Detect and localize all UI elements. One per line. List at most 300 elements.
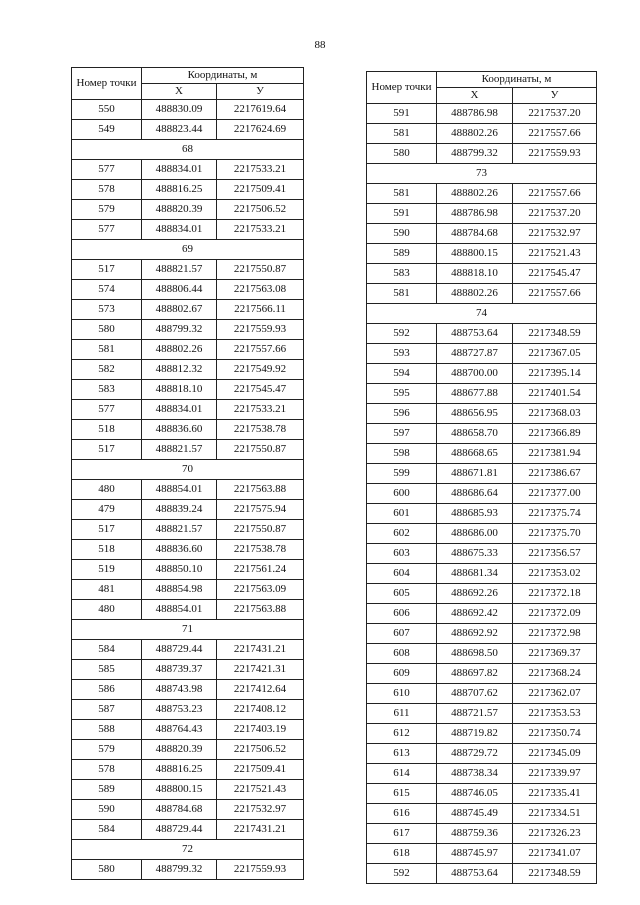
x-coordinate-cell: 488745.49	[437, 804, 513, 824]
table-row	[367, 184, 597, 204]
y-coordinate-cell: 2217431.21	[217, 820, 304, 840]
point-number-cell: 600	[367, 484, 437, 504]
x-coordinate-cell: 488818.10	[142, 380, 217, 400]
x-coordinate-cell: 488719.82	[437, 724, 513, 744]
point-number-cell: 579	[72, 200, 142, 220]
table-row	[72, 360, 304, 380]
point-number-cell: 580	[72, 860, 142, 880]
x-coordinate-cell: 488668.65	[437, 444, 513, 464]
table-row	[367, 684, 597, 704]
x-coordinate-cell: 488697.82	[437, 664, 513, 684]
y-coordinate-cell: 2217559.93	[217, 320, 304, 340]
point-number-cell: 579	[72, 740, 142, 760]
point-number-cell: 597	[367, 424, 437, 444]
y-coordinate-cell: 2217341.07	[513, 844, 597, 864]
point-number-cell: 602	[367, 524, 437, 544]
coordinates-table-right	[366, 71, 597, 884]
point-number-cell: 616	[367, 804, 437, 824]
x-coordinate-cell: 488834.01	[142, 160, 217, 180]
table-row	[72, 320, 304, 340]
y-coordinate-cell: 2217550.87	[217, 440, 304, 460]
table-row	[367, 284, 597, 304]
table-row	[72, 720, 304, 740]
point-number-cell: 517	[72, 440, 142, 460]
table-row	[367, 324, 597, 344]
x-coordinate-cell: 488753.64	[437, 324, 513, 344]
table-row	[367, 864, 597, 884]
header-coordinates: Координаты, м	[437, 72, 597, 88]
point-number-cell: 612	[367, 724, 437, 744]
table-row	[72, 420, 304, 440]
y-coordinate-cell: 2217431.21	[217, 640, 304, 660]
table-row	[72, 580, 304, 600]
y-coordinate-cell: 2217532.97	[217, 800, 304, 820]
table-row	[367, 804, 597, 824]
point-number-cell: 603	[367, 544, 437, 564]
y-coordinate-cell: 2217375.74	[513, 504, 597, 524]
table-row	[72, 100, 304, 120]
y-coordinate-cell: 2217563.88	[217, 480, 304, 500]
x-coordinate-cell: 488675.33	[437, 544, 513, 564]
point-number-cell: 584	[72, 640, 142, 660]
point-number-cell: 599	[367, 464, 437, 484]
y-coordinate-cell: 2217537.20	[513, 204, 597, 224]
table-row	[367, 144, 597, 164]
point-number-cell: 517	[72, 520, 142, 540]
table-row	[72, 440, 304, 460]
group-label: 70	[72, 460, 304, 480]
y-coordinate-cell: 2217356.57	[513, 544, 597, 564]
x-coordinate-cell: 488821.57	[142, 260, 217, 280]
x-coordinate-cell: 488834.01	[142, 220, 217, 240]
x-coordinate-cell: 488799.32	[142, 860, 217, 880]
x-coordinate-cell: 488802.26	[437, 184, 513, 204]
point-number-cell: 604	[367, 564, 437, 584]
y-coordinate-cell: 2217339.97	[513, 764, 597, 784]
point-number-cell: 613	[367, 744, 437, 764]
x-coordinate-cell: 488834.01	[142, 400, 217, 420]
table-row	[367, 264, 597, 284]
table-row	[367, 104, 597, 124]
x-coordinate-cell: 488799.32	[437, 144, 513, 164]
group-row	[72, 140, 304, 160]
y-coordinate-cell: 2217532.97	[513, 224, 597, 244]
point-number-cell: 592	[367, 864, 437, 884]
x-coordinate-cell: 488753.23	[142, 700, 217, 720]
x-coordinate-cell: 488854.01	[142, 600, 217, 620]
table-row	[367, 844, 597, 864]
point-number-cell: 582	[72, 360, 142, 380]
y-coordinate-cell: 2217550.87	[217, 260, 304, 280]
y-coordinate-cell: 2217372.98	[513, 624, 597, 644]
table-row	[72, 680, 304, 700]
x-coordinate-cell: 488821.57	[142, 520, 217, 540]
table-row	[367, 624, 597, 644]
point-number-cell: 592	[367, 324, 437, 344]
x-coordinate-cell: 488656.95	[437, 404, 513, 424]
point-number-cell: 480	[72, 600, 142, 620]
table-row	[72, 280, 304, 300]
x-coordinate-cell: 488729.44	[142, 820, 217, 840]
point-number-cell: 598	[367, 444, 437, 464]
y-coordinate-cell: 2217545.47	[513, 264, 597, 284]
group-label: 69	[72, 240, 304, 260]
x-coordinate-cell: 488671.81	[437, 464, 513, 484]
table-row	[367, 604, 597, 624]
y-coordinate-cell: 2217369.37	[513, 644, 597, 664]
header-x: X	[142, 84, 217, 100]
table-row	[367, 444, 597, 464]
point-number-cell: 590	[72, 800, 142, 820]
point-number-cell: 519	[72, 560, 142, 580]
y-coordinate-cell: 2217509.41	[217, 180, 304, 200]
x-coordinate-cell: 488830.09	[142, 100, 217, 120]
y-coordinate-cell: 2217367.05	[513, 344, 597, 364]
table-row	[72, 640, 304, 660]
y-coordinate-cell: 2217368.24	[513, 664, 597, 684]
x-coordinate-cell: 488698.50	[437, 644, 513, 664]
point-number-cell: 590	[367, 224, 437, 244]
y-coordinate-cell: 2217350.74	[513, 724, 597, 744]
x-coordinate-cell: 488700.00	[437, 364, 513, 384]
y-coordinate-cell: 2217408.12	[217, 700, 304, 720]
table-row	[367, 704, 597, 724]
table-row	[72, 400, 304, 420]
y-coordinate-cell: 2217403.19	[217, 720, 304, 740]
y-coordinate-cell: 2217368.03	[513, 404, 597, 424]
y-coordinate-cell: 2217557.66	[513, 184, 597, 204]
point-number-cell: 614	[367, 764, 437, 784]
y-coordinate-cell: 2217353.53	[513, 704, 597, 724]
group-label: 73	[367, 164, 597, 184]
point-number-cell: 578	[72, 760, 142, 780]
x-coordinate-cell: 488818.10	[437, 264, 513, 284]
x-coordinate-cell: 488743.98	[142, 680, 217, 700]
point-number-cell: 481	[72, 580, 142, 600]
y-coordinate-cell: 2217348.59	[513, 324, 597, 344]
point-number-cell: 517	[72, 260, 142, 280]
table-row	[367, 764, 597, 784]
x-coordinate-cell: 488836.60	[142, 540, 217, 560]
point-number-cell: 580	[72, 320, 142, 340]
point-number-cell: 611	[367, 704, 437, 724]
point-number-cell: 577	[72, 220, 142, 240]
y-coordinate-cell: 2217521.43	[217, 780, 304, 800]
x-coordinate-cell: 488850.10	[142, 560, 217, 580]
y-coordinate-cell: 2217533.21	[217, 160, 304, 180]
y-coordinate-cell: 2217545.47	[217, 380, 304, 400]
table-row	[367, 584, 597, 604]
y-coordinate-cell: 2217506.52	[217, 200, 304, 220]
y-coordinate-cell: 2217575.94	[217, 500, 304, 520]
x-coordinate-cell: 488707.62	[437, 684, 513, 704]
header-x: X	[437, 88, 513, 104]
table-row	[367, 384, 597, 404]
table-row	[367, 344, 597, 364]
point-number-cell: 480	[72, 480, 142, 500]
table-row	[72, 540, 304, 560]
y-coordinate-cell: 2217559.93	[513, 144, 597, 164]
table-row	[72, 820, 304, 840]
point-number-cell: 595	[367, 384, 437, 404]
table-row	[72, 200, 304, 220]
x-coordinate-cell: 488823.44	[142, 120, 217, 140]
x-coordinate-cell: 488836.60	[142, 420, 217, 440]
y-coordinate-cell: 2217381.94	[513, 444, 597, 464]
table-row	[367, 744, 597, 764]
y-coordinate-cell: 2217557.66	[217, 340, 304, 360]
x-coordinate-cell: 488686.00	[437, 524, 513, 544]
y-coordinate-cell: 2217353.02	[513, 564, 597, 584]
table-row	[72, 600, 304, 620]
table-row	[72, 500, 304, 520]
x-coordinate-cell: 488721.57	[437, 704, 513, 724]
y-coordinate-cell: 2217412.64	[217, 680, 304, 700]
point-number-cell: 618	[367, 844, 437, 864]
table-row	[367, 124, 597, 144]
y-coordinate-cell: 2217326.23	[513, 824, 597, 844]
y-coordinate-cell: 2217386.67	[513, 464, 597, 484]
x-coordinate-cell: 488816.25	[142, 180, 217, 200]
y-coordinate-cell: 2217538.78	[217, 420, 304, 440]
x-coordinate-cell: 488786.98	[437, 204, 513, 224]
table-row	[367, 464, 597, 484]
x-coordinate-cell: 488745.97	[437, 844, 513, 864]
x-coordinate-cell: 488820.39	[142, 200, 217, 220]
point-number-cell: 609	[367, 664, 437, 684]
y-coordinate-cell: 2217563.09	[217, 580, 304, 600]
point-number-cell: 617	[367, 824, 437, 844]
x-coordinate-cell: 488686.64	[437, 484, 513, 504]
table-row	[367, 224, 597, 244]
x-coordinate-cell: 488784.68	[437, 224, 513, 244]
y-coordinate-cell: 2217372.09	[513, 604, 597, 624]
point-number-cell: 581	[367, 184, 437, 204]
group-label: 68	[72, 140, 304, 160]
point-number-cell: 589	[367, 244, 437, 264]
table-row	[367, 664, 597, 684]
group-label: 72	[72, 840, 304, 860]
x-coordinate-cell: 488802.26	[437, 284, 513, 304]
table-row	[72, 740, 304, 760]
y-coordinate-cell: 2217509.41	[217, 760, 304, 780]
table-row	[367, 484, 597, 504]
x-coordinate-cell: 488802.26	[437, 124, 513, 144]
table-row	[72, 260, 304, 280]
x-coordinate-cell: 488729.72	[437, 744, 513, 764]
point-number-cell: 549	[72, 120, 142, 140]
table-row	[72, 760, 304, 780]
y-coordinate-cell: 2217561.24	[217, 560, 304, 580]
header-coordinates: Координаты, м	[142, 68, 304, 84]
y-coordinate-cell: 2217521.43	[513, 244, 597, 264]
point-number-cell: 550	[72, 100, 142, 120]
point-number-cell: 518	[72, 420, 142, 440]
header-point-number: Номер точки	[72, 68, 142, 100]
group-label: 71	[72, 620, 304, 640]
group-label: 74	[367, 304, 597, 324]
table-row	[72, 780, 304, 800]
table-row	[72, 520, 304, 540]
point-number-cell: 574	[72, 280, 142, 300]
header-point-number: Номер точки	[367, 72, 437, 104]
y-coordinate-cell: 2217563.08	[217, 280, 304, 300]
point-number-cell: 615	[367, 784, 437, 804]
table-row	[72, 300, 304, 320]
x-coordinate-cell: 488799.32	[142, 320, 217, 340]
point-number-cell: 591	[367, 104, 437, 124]
y-coordinate-cell: 2217537.20	[513, 104, 597, 124]
table-row	[72, 340, 304, 360]
y-coordinate-cell: 2217549.92	[217, 360, 304, 380]
y-coordinate-cell: 2217366.89	[513, 424, 597, 444]
point-number-cell: 593	[367, 344, 437, 364]
table-row	[72, 380, 304, 400]
x-coordinate-cell: 488854.01	[142, 480, 217, 500]
table-row	[367, 244, 597, 264]
point-number-cell: 610	[367, 684, 437, 704]
table-row	[367, 724, 597, 744]
table-row	[367, 504, 597, 524]
table-row	[367, 544, 597, 564]
point-number-cell: 583	[367, 264, 437, 284]
table-row	[367, 564, 597, 584]
table-body-right	[367, 104, 597, 884]
x-coordinate-cell: 488802.67	[142, 300, 217, 320]
group-row	[72, 840, 304, 860]
y-coordinate-cell: 2217506.52	[217, 740, 304, 760]
x-coordinate-cell: 488692.26	[437, 584, 513, 604]
point-number-cell: 578	[72, 180, 142, 200]
y-coordinate-cell: 2217345.09	[513, 744, 597, 764]
y-coordinate-cell: 2217557.66	[513, 284, 597, 304]
point-number-cell: 583	[72, 380, 142, 400]
x-coordinate-cell: 488786.98	[437, 104, 513, 124]
x-coordinate-cell: 488800.15	[437, 244, 513, 264]
y-coordinate-cell: 2217395.14	[513, 364, 597, 384]
x-coordinate-cell: 488784.68	[142, 800, 217, 820]
point-number-cell: 518	[72, 540, 142, 560]
point-number-cell: 596	[367, 404, 437, 424]
table-row	[367, 404, 597, 424]
table-row	[72, 660, 304, 680]
point-number-cell: 586	[72, 680, 142, 700]
y-coordinate-cell: 2217372.18	[513, 584, 597, 604]
y-coordinate-cell: 2217375.70	[513, 524, 597, 544]
point-number-cell: 594	[367, 364, 437, 384]
y-coordinate-cell: 2217401.54	[513, 384, 597, 404]
table-row	[72, 180, 304, 200]
x-coordinate-cell: 488806.44	[142, 280, 217, 300]
point-number-cell: 577	[72, 400, 142, 420]
point-number-cell: 605	[367, 584, 437, 604]
table-row	[72, 800, 304, 820]
header-y: У	[513, 88, 597, 104]
y-coordinate-cell: 2217377.00	[513, 484, 597, 504]
table-row	[367, 424, 597, 444]
point-number-cell: 581	[72, 340, 142, 360]
point-number-cell: 591	[367, 204, 437, 224]
point-number-cell: 573	[72, 300, 142, 320]
group-row	[72, 620, 304, 640]
y-coordinate-cell: 2217335.41	[513, 784, 597, 804]
group-row	[367, 164, 597, 184]
table-row	[72, 700, 304, 720]
x-coordinate-cell: 488759.36	[437, 824, 513, 844]
x-coordinate-cell: 488681.34	[437, 564, 513, 584]
x-coordinate-cell: 488738.34	[437, 764, 513, 784]
x-coordinate-cell: 488821.57	[142, 440, 217, 460]
point-number-cell: 607	[367, 624, 437, 644]
point-number-cell: 581	[367, 284, 437, 304]
x-coordinate-cell: 488753.64	[437, 864, 513, 884]
x-coordinate-cell: 488692.42	[437, 604, 513, 624]
x-coordinate-cell: 488727.87	[437, 344, 513, 364]
y-coordinate-cell: 2217619.64	[217, 100, 304, 120]
group-row	[367, 304, 597, 324]
x-coordinate-cell: 488854.98	[142, 580, 217, 600]
point-number-cell: 601	[367, 504, 437, 524]
table-row	[72, 120, 304, 140]
x-coordinate-cell: 488820.39	[142, 740, 217, 760]
table-row	[72, 480, 304, 500]
page-number: 88	[314, 39, 326, 51]
table-body-left	[72, 100, 304, 880]
table-row	[72, 160, 304, 180]
x-coordinate-cell: 488800.15	[142, 780, 217, 800]
point-number-cell: 479	[72, 500, 142, 520]
y-coordinate-cell: 2217566.11	[217, 300, 304, 320]
table-row	[367, 364, 597, 384]
table-row	[72, 560, 304, 580]
x-coordinate-cell: 488677.88	[437, 384, 513, 404]
y-coordinate-cell: 2217533.21	[217, 400, 304, 420]
point-number-cell: 589	[72, 780, 142, 800]
y-coordinate-cell: 2217557.66	[513, 124, 597, 144]
coordinates-table-left	[71, 67, 304, 880]
point-number-cell: 581	[367, 124, 437, 144]
header-y: У	[217, 84, 304, 100]
y-coordinate-cell: 2217334.51	[513, 804, 597, 824]
y-coordinate-cell: 2217362.07	[513, 684, 597, 704]
point-number-cell: 587	[72, 700, 142, 720]
group-row	[72, 460, 304, 480]
y-coordinate-cell: 2217421.31	[217, 660, 304, 680]
table-row	[367, 204, 597, 224]
point-number-cell: 588	[72, 720, 142, 740]
y-coordinate-cell: 2217559.93	[217, 860, 304, 880]
x-coordinate-cell: 488692.92	[437, 624, 513, 644]
x-coordinate-cell: 488802.26	[142, 340, 217, 360]
y-coordinate-cell: 2217533.21	[217, 220, 304, 240]
x-coordinate-cell: 488658.70	[437, 424, 513, 444]
x-coordinate-cell: 488685.93	[437, 504, 513, 524]
y-coordinate-cell: 2217563.88	[217, 600, 304, 620]
point-number-cell: 584	[72, 820, 142, 840]
table-row	[367, 824, 597, 844]
x-coordinate-cell: 488812.32	[142, 360, 217, 380]
table-row	[367, 524, 597, 544]
x-coordinate-cell: 488729.44	[142, 640, 217, 660]
table-row	[367, 644, 597, 664]
table-row	[72, 220, 304, 240]
table-row	[72, 860, 304, 880]
x-coordinate-cell: 488816.25	[142, 760, 217, 780]
y-coordinate-cell: 2217538.78	[217, 540, 304, 560]
x-coordinate-cell: 488839.24	[142, 500, 217, 520]
x-coordinate-cell: 488739.37	[142, 660, 217, 680]
y-coordinate-cell: 2217624.69	[217, 120, 304, 140]
